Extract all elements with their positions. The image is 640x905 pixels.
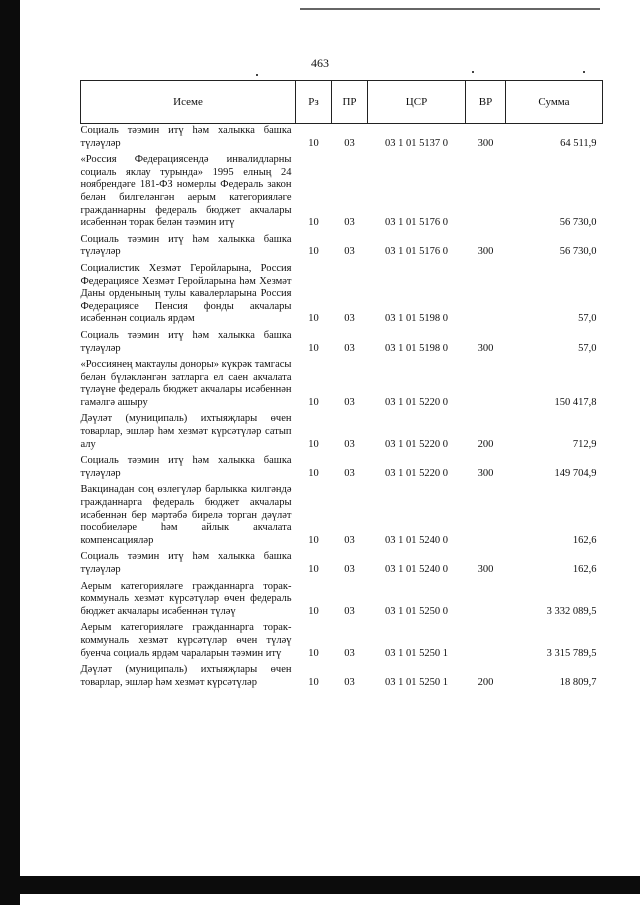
row-rz: 10 xyxy=(308,467,319,479)
row-rz: 10 xyxy=(308,137,319,149)
scan-speck xyxy=(472,71,474,73)
table-row xyxy=(81,358,603,412)
scan-speck xyxy=(583,71,585,73)
row-name: Дәүләт (муниципаль) ихтыяҗлары өчен товарлар, эшләр һәм хезмәт күрсәтүләр сатып алу xyxy=(80,413,292,450)
header-name: Исеме xyxy=(81,81,296,124)
scan-speck xyxy=(256,74,258,76)
row-name: Социаль тәэмин итү һәм халыкка башка түләүләр xyxy=(80,125,292,149)
row-sum: 150 417,8 xyxy=(554,396,597,408)
row-csr: 03 1 01 5198 0 xyxy=(385,313,448,325)
row-vr: 300 xyxy=(477,342,494,354)
row-vr: 300 xyxy=(477,467,494,479)
row-csr: 03 1 01 5240 0 xyxy=(385,564,448,575)
row-csr: 03 1 01 5137 0 xyxy=(385,137,448,149)
row-name: Аерым категорияләге гражданнарга торак-коммуналь хезмәт күрсәтүләр өчен түләү буенча социаль ярдәм чараларын тәэмин итү xyxy=(80,622,292,659)
row-rz: 10 xyxy=(308,534,319,546)
row-sum: 57,0 xyxy=(578,313,597,325)
table-row xyxy=(81,550,603,579)
row-rz: 10 xyxy=(308,313,319,325)
row-pr: 03 xyxy=(344,467,355,479)
row-pr: 03 xyxy=(344,647,355,659)
row-pr: 03 xyxy=(344,605,355,617)
row-vr: 300 xyxy=(477,246,494,258)
table-row xyxy=(81,153,603,233)
page-number: 463 xyxy=(311,56,329,70)
table-row xyxy=(81,412,603,454)
row-vr: 300 xyxy=(477,137,494,149)
row-pr: 03 xyxy=(344,217,355,229)
table-row xyxy=(81,621,603,663)
row-vr xyxy=(466,262,506,329)
row-csr: 03 1 01 5176 0 xyxy=(385,246,448,258)
row-name: Вакцинадан соң өзлегүләр барлыкка килгәндә гражданнарга федераль бюджет акчалары исәбеннән бер мәртәбә бирелә торган дәүләт пособиеләре һәм айлык акчалата компенсацияләр xyxy=(80,484,292,546)
row-vr xyxy=(466,621,506,663)
row-name: Социаль тәэмин итү һәм халыкка башка түләүләр xyxy=(80,329,292,354)
row-vr xyxy=(466,358,506,412)
row-pr: 03 xyxy=(344,342,355,354)
row-sum: 712,9 xyxy=(572,438,597,450)
table-row xyxy=(81,663,603,692)
row-name: Социаль тәэмин итү һәм халыкка башка түләүләр xyxy=(80,455,292,479)
table-row xyxy=(81,483,603,550)
row-csr: 03 1 01 5176 0 xyxy=(385,217,448,229)
row-sum: 56 730,0 xyxy=(559,217,597,229)
row-pr: 03 xyxy=(344,246,355,258)
row-sum: 162,6 xyxy=(572,564,597,575)
table-row xyxy=(81,580,603,622)
row-rz: 10 xyxy=(308,676,319,688)
row-sum: 3 332 089,5 xyxy=(546,605,597,617)
row-name: Дәүләт (муниципаль) ихтыяҗлары өчен товарлар, эшләр һәм хезмәт күрсәтүләр xyxy=(80,664,292,688)
row-rz: 10 xyxy=(308,564,319,575)
row-rz: 10 xyxy=(308,647,319,659)
header-rz: Рз xyxy=(296,81,332,124)
row-vr: 200 xyxy=(477,438,494,450)
row-csr: 03 1 01 5250 1 xyxy=(385,676,448,688)
row-pr: 03 xyxy=(344,137,355,149)
row-sum: 18 809,7 xyxy=(559,676,597,688)
table-row xyxy=(81,262,603,329)
table-row xyxy=(81,454,603,483)
row-rz: 10 xyxy=(308,342,319,354)
row-sum: 3 315 789,5 xyxy=(546,647,597,659)
budget-table xyxy=(80,80,603,692)
row-name: Аерым категорияләге гражданнарга торак-коммуналь хезмәт күрсәтүләр өчен федераль бюджет акчалары исәбеннән түләү xyxy=(80,580,292,617)
scan-edge-bottom xyxy=(0,876,640,894)
row-sum: 64 511,9 xyxy=(560,137,597,149)
row-csr: 03 1 01 5198 0 xyxy=(385,342,448,354)
row-sum: 149 704,9 xyxy=(554,467,597,479)
header-sum: Сумма xyxy=(506,81,603,124)
row-pr: 03 xyxy=(344,534,355,546)
row-csr: 03 1 01 5220 0 xyxy=(385,438,448,450)
row-pr: 03 xyxy=(344,313,355,325)
row-vr: 300 xyxy=(477,564,494,575)
row-csr: 03 1 01 5250 1 xyxy=(385,647,448,659)
header-csr: ЦСР xyxy=(368,81,466,124)
row-pr: 03 xyxy=(344,676,355,688)
row-rz: 10 xyxy=(308,438,319,450)
row-csr: 03 1 01 5250 0 xyxy=(385,605,448,617)
scan-edge-left xyxy=(0,0,20,905)
row-name: Социаль тәэмин итү һәм халыкка башка түләүләр xyxy=(80,233,292,258)
row-csr: 03 1 01 5220 0 xyxy=(385,467,448,479)
row-name: Социалистик Хезмәт Геройларына, Россия Федерациясе Хезмәт Геройларына һәм Хезмәт Даны орденының тулы кавалерларына Россия Федерациясе Пенсия фонды акчалары исәбеннән социаль ярдәм xyxy=(80,262,292,325)
table-row xyxy=(81,124,603,154)
row-name: «Россиянең мактаулы доноры» күкрәк тамгасы белән бүләкләнгән затларга ел саен акчалата түләүне федераль бюджет акчалары исәбеннән гамәлгә ашыру xyxy=(80,359,292,408)
row-rz: 10 xyxy=(308,396,319,408)
row-vr xyxy=(466,153,506,233)
row-vr xyxy=(466,483,506,550)
row-csr: 03 1 01 5220 0 xyxy=(385,396,448,408)
header-pr: ПР xyxy=(332,81,368,124)
header-vr: ВР xyxy=(466,81,506,124)
row-sum: 57,0 xyxy=(578,342,597,354)
row-pr: 03 xyxy=(344,438,355,450)
table-row xyxy=(81,233,603,262)
row-rz: 10 xyxy=(308,217,319,229)
table-row xyxy=(81,329,603,358)
row-csr: 03 1 01 5240 0 xyxy=(385,534,448,546)
row-name: Социаль тәэмин итү һәм халыкка башка түләүләр xyxy=(80,551,292,575)
row-sum: 56 730,0 xyxy=(559,246,597,258)
table-body xyxy=(81,124,603,693)
row-rz: 10 xyxy=(308,246,319,258)
scan-top-line xyxy=(300,8,600,10)
table-header-row xyxy=(81,81,603,124)
row-name: «Россия Федерациясендә инвалидларны социаль яклау турында» 1995 елның 24 ноябрендәге 181-ФЗ номерлы Федераль закон белән билгеләнгән аерым категорияләге гражданнарны федераль бюджет акчалары исәбеннән торак белән тәэмин итү xyxy=(80,154,292,229)
row-vr: 200 xyxy=(477,676,494,688)
row-sum: 162,6 xyxy=(572,534,597,546)
row-pr: 03 xyxy=(344,564,355,575)
row-pr: 03 xyxy=(344,396,355,408)
row-vr xyxy=(466,580,506,622)
row-rz: 10 xyxy=(308,605,319,617)
